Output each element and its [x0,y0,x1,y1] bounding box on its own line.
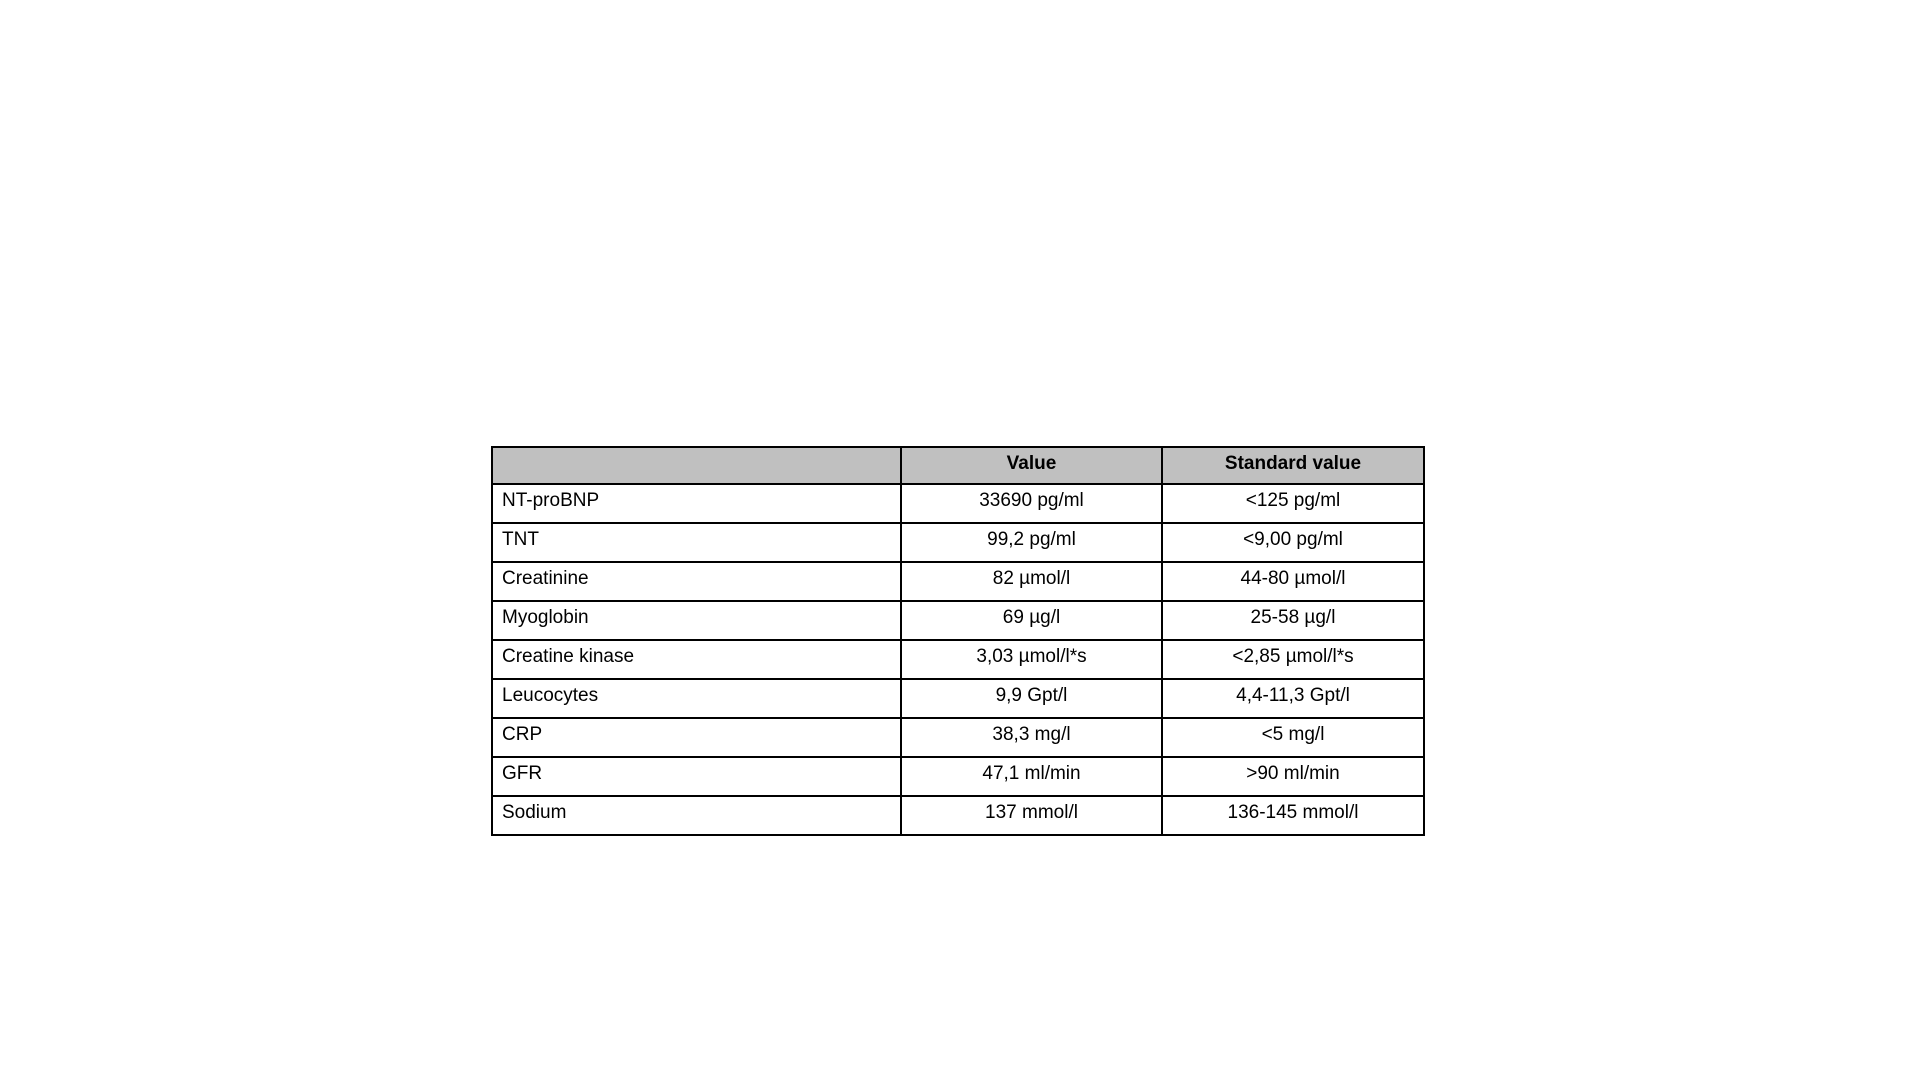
cell-standard: <2,85 µmol/l*s [1162,640,1424,679]
lab-values-table-container [491,446,1425,836]
table-row [492,679,1424,718]
cell-parameter: GFR [492,757,901,796]
header-standard-value: Standard value [1162,447,1424,484]
table-row [492,718,1424,757]
cell-parameter: Leucocytes [492,679,901,718]
cell-parameter: CRP [492,718,901,757]
cell-value: 3,03 µmol/l*s [901,640,1162,679]
cell-value: 99,2 pg/ml [901,523,1162,562]
cell-standard: 25-58 µg/l [1162,601,1424,640]
cell-parameter: Myoglobin [492,601,901,640]
cell-parameter: Creatinine [492,562,901,601]
table-row [492,796,1424,835]
table-header-row [492,447,1424,484]
cell-parameter: Creatine kinase [492,640,901,679]
cell-value: 9,9 Gpt/l [901,679,1162,718]
cell-standard: 4,4-11,3 Gpt/l [1162,679,1424,718]
table-row [492,640,1424,679]
header-value: Value [901,447,1162,484]
cell-standard: <9,00 pg/ml [1162,523,1424,562]
cell-value: 69 µg/l [901,601,1162,640]
table-row [492,484,1424,523]
cell-standard: 136-145 mmol/l [1162,796,1424,835]
cell-value: 33690 pg/ml [901,484,1162,523]
cell-value: 38,3 mg/l [901,718,1162,757]
cell-value: 137 mmol/l [901,796,1162,835]
cell-parameter: Sodium [492,796,901,835]
cell-standard: 44-80 µmol/l [1162,562,1424,601]
cell-standard: >90 ml/min [1162,757,1424,796]
table-row [492,562,1424,601]
header-parameter [492,447,901,484]
lab-values-table [491,446,1425,836]
cell-parameter: TNT [492,523,901,562]
table-row [492,523,1424,562]
cell-value: 82 µmol/l [901,562,1162,601]
cell-standard: <5 mg/l [1162,718,1424,757]
cell-standard: <125 pg/ml [1162,484,1424,523]
cell-parameter: NT-proBNP [492,484,901,523]
table-row [492,757,1424,796]
table-row [492,601,1424,640]
cell-value: 47,1 ml/min [901,757,1162,796]
